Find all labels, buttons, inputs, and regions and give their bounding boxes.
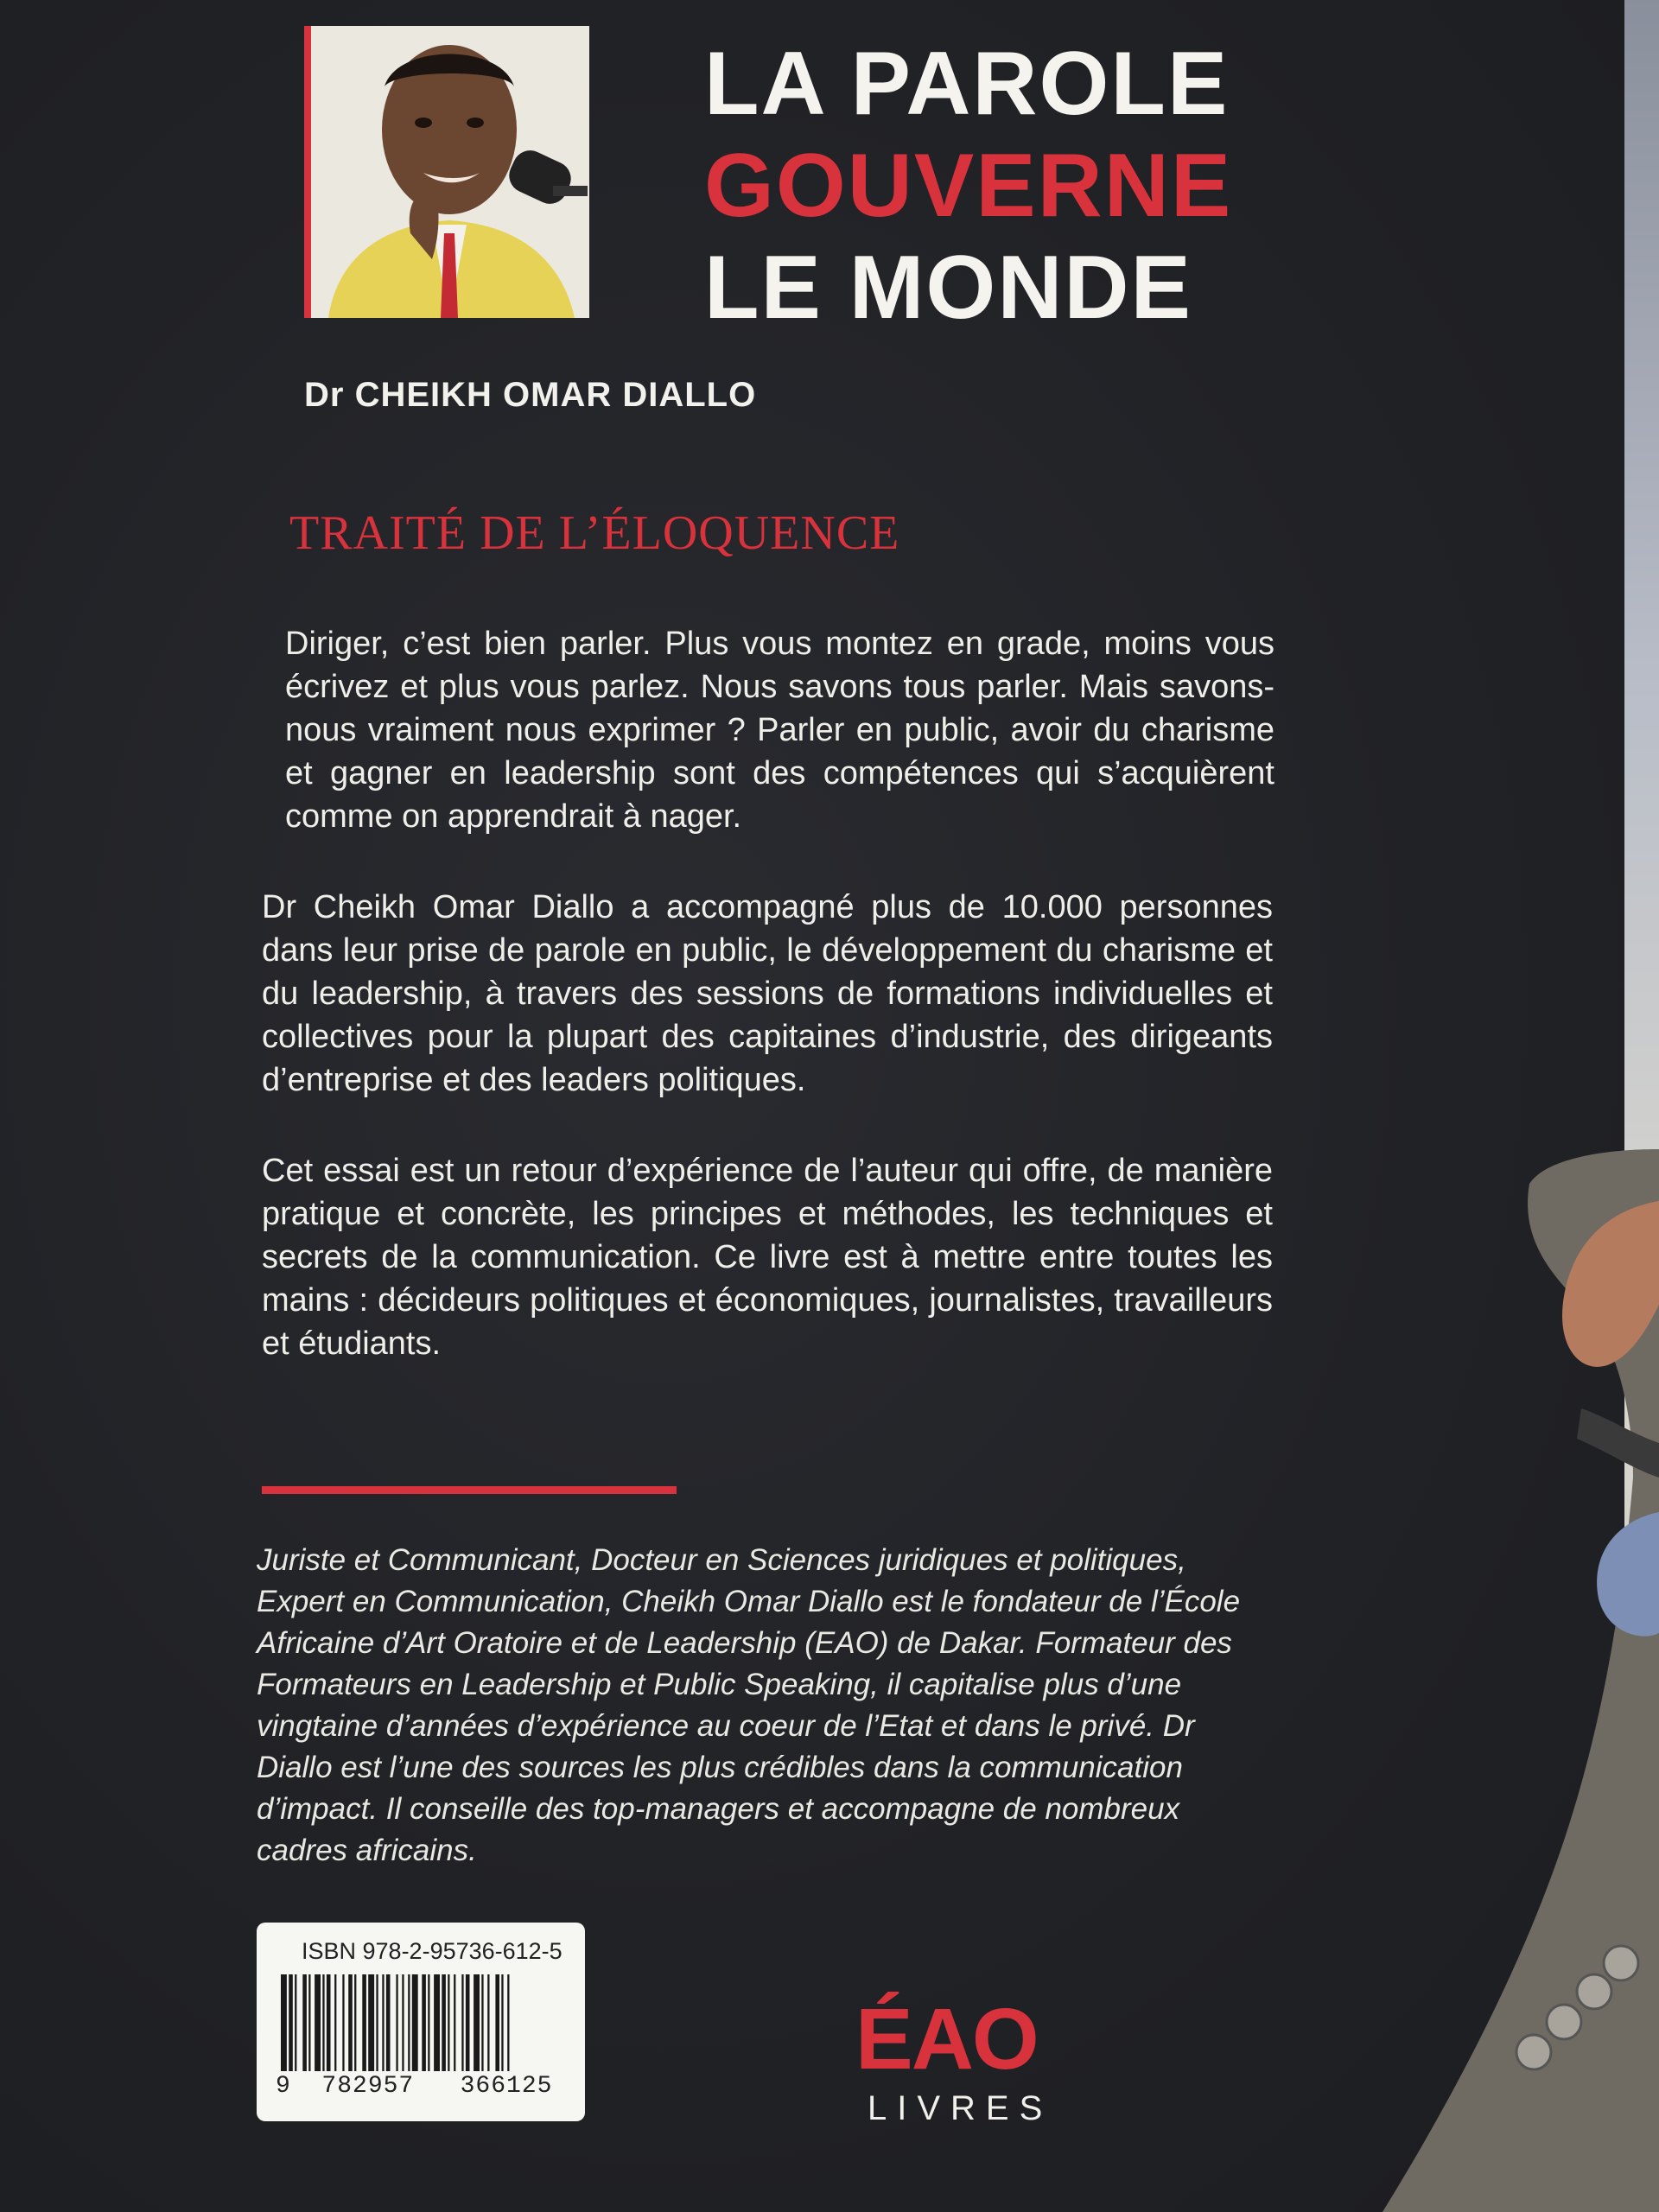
barcode-bar	[495, 1974, 499, 2071]
barcode-bar	[422, 1974, 426, 2071]
barcode-bar	[442, 1974, 446, 2071]
barcode-bar	[382, 1974, 384, 2071]
title-line-2: GOUVERNE	[704, 136, 1233, 236]
barcode-bar	[368, 1974, 374, 2071]
barcode-bar	[428, 1974, 429, 2071]
summary-paragraph-3: Cet essai est un retour d’expérience de l’auteur qui offre, de manière pratique et concrète, les principes et méthodes, les techniques et secrets de la communication. Ce livre est à mettre entre toutes les mains : décideurs politiques et économiques, journalistes, travailleurs et étudiants.	[262, 1153, 1273, 1362]
barcode-bar	[308, 1974, 310, 2071]
title-line-1: LA PAROLE	[704, 34, 1230, 134]
barcode-bar	[402, 1974, 404, 2071]
barcode-bar	[434, 1974, 440, 2071]
summary-paragraph-1: Diriger, c’est bien parler. Plus vous montez en grade, moins vous écrivez et plus vous parlez. Nous savons tous parler. Mais savons-nous vraiment nous exprimer ? Parler en public, avoir du charisme et gagner en leadership sont des compétences qui s’acquièrent comme on apprendrait à nager.	[285, 626, 1274, 835]
author-name: Dr CHEIKH OMAR DIALLO	[304, 376, 757, 414]
barcode-bar	[348, 1974, 353, 2071]
barcode-bar	[466, 1974, 470, 2071]
barcode-bar	[334, 1974, 336, 2071]
barcode-bar	[315, 1974, 321, 2071]
barcode-bar	[487, 1974, 489, 2071]
barcode-digits: 9 782957 366125	[276, 2073, 553, 2100]
barcode-bar	[354, 1974, 356, 2071]
barcode-bar	[302, 1974, 307, 2071]
isbn-text: ISBN 978-2-95736-612-5	[302, 1938, 563, 1964]
publisher-logo	[855, 1991, 1106, 2128]
barcode-bar	[289, 1974, 293, 2071]
barcode-icon	[281, 1974, 562, 2071]
barcode-bar	[295, 1974, 296, 2071]
barcode-bar	[322, 1974, 324, 2071]
barcode-bar	[408, 1974, 410, 2071]
author-bio: Juriste et Communicant, Docteur en Sciences juridiques et politiques, Expert en Communication, Cheikh Omar Diallo est le fondateur de l’École Africaine d’Art Oratoire et de Leadership (EAO) de Dakar. Formateur des Formateurs en Leadership et Public Speaking, il capitalise plus d’une vingtaine d’années d’expérience au coeur de l’Etat et dans le privé. Dr Diallo est l’une des sources les plus crédibles dans la communication d’impact. Il conseille des top-managers et accompagne de nombreux cadres africains.	[257, 1543, 1241, 1867]
barcode-bar	[481, 1974, 483, 2071]
barcode-bar	[327, 1974, 331, 2071]
barcode-bar	[386, 1974, 391, 2071]
summary-paragraph-2: Dr Cheikh Omar Diallo a accompagné plus de 10.000 personnes dans leur prise de parole en public, le développement du charisme et du leadership, à travers des sessions de formations individuelles et collectives pour la plupart des capitaines d’industrie, des dirigeants d’entreprise et des leaders politiques.	[262, 889, 1273, 1098]
barcode-bar	[412, 1974, 418, 2071]
book-title	[704, 33, 1309, 339]
barcode-bar	[454, 1974, 455, 2071]
barcode-bar	[342, 1974, 344, 2071]
title-line-3: LE MONDE	[704, 238, 1192, 338]
barcode-bar	[396, 1974, 397, 2071]
section-divider	[262, 1486, 677, 1494]
author-photo	[304, 26, 589, 318]
author-suit-photo	[1348, 1149, 1659, 2212]
barcode-bar	[376, 1974, 378, 2071]
publisher-logo-mark: ÉAO	[855, 1991, 1038, 2088]
barcode-bar	[474, 1974, 480, 2071]
barcode-bar	[501, 1974, 503, 2071]
author-portrait-image	[311, 26, 589, 318]
barcode-bar	[507, 1974, 509, 2071]
barcode-bar	[281, 1974, 287, 2071]
book-subtitle: TRAITÉ DE L’ÉLOQUENCE	[289, 506, 900, 560]
barcode-bar	[461, 1974, 463, 2071]
barcode-bar	[362, 1974, 366, 2071]
publisher-logo-subtitle: LIVRES	[868, 2089, 1053, 2127]
barcode-bar	[448, 1974, 449, 2071]
barcode-label	[257, 1923, 585, 2121]
